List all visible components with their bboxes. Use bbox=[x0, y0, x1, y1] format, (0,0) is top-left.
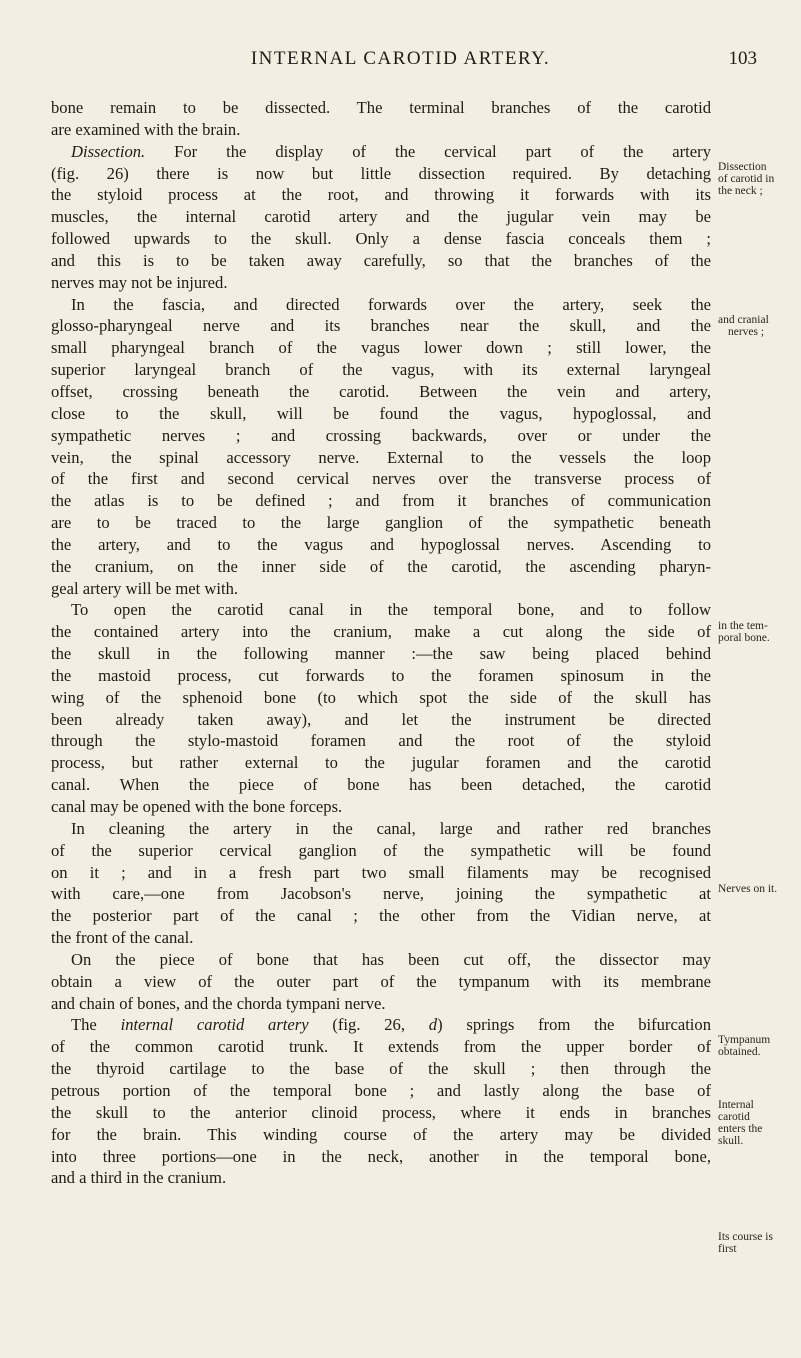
margin-note-internal-carotid bbox=[718, 1099, 798, 1147]
margin-line: in the tem- bbox=[718, 620, 768, 632]
text-line: vein, the spinal accessory nerve. External to the vessels the loop bbox=[51, 447, 711, 467]
paragraph-fascia bbox=[51, 294, 711, 600]
main-text bbox=[51, 97, 711, 1189]
lead-heading: Dissection. bbox=[71, 141, 146, 161]
text-line bbox=[51, 141, 711, 163]
margin-line: obtained. bbox=[718, 1046, 761, 1058]
text-line: small pharyngeal branch of the vagus lower down ; still lower, the bbox=[51, 338, 711, 358]
text-line: are examined with the brain. bbox=[51, 119, 241, 139]
text-line: superior laryngeal branch of the vagus, with its external laryngeal bbox=[51, 360, 711, 380]
text-line: are to be traced to the large ganglion of the sympathetic beneath bbox=[51, 513, 711, 533]
paragraph-carotid-canal bbox=[51, 599, 711, 817]
paragraph-dissection bbox=[51, 141, 711, 294]
text-line: of the superior cervical ganglion of the sympathetic will be found bbox=[51, 840, 711, 860]
text-run: (fig. 26, bbox=[308, 1015, 429, 1035]
margin-line: skull. bbox=[718, 1135, 744, 1147]
text-line: and a third in the cranium. bbox=[51, 1168, 227, 1188]
text-line: the cranium, on the inner side of the carotid, the ascending pharyn- bbox=[51, 556, 711, 576]
paragraph-cleaning bbox=[51, 818, 711, 949]
text-line: the styloid process at the root, and throwing it forwards with its bbox=[51, 185, 711, 205]
text-line: of the common carotid trunk. It extends from the upper border of bbox=[51, 1037, 711, 1057]
margin-line: and cranial bbox=[718, 314, 769, 326]
margin-note-tympanum bbox=[718, 1034, 798, 1058]
figure-letter: d bbox=[428, 1015, 438, 1035]
text-line: the thyroid cartilage to the base of the skull ; then through the bbox=[51, 1059, 711, 1079]
text-line: glosso-pharyngeal nerve and its branches near the skull, and the bbox=[51, 316, 711, 336]
page-number: 103 bbox=[728, 48, 757, 69]
text-line: offset, crossing beneath the carotid. Between the vein and artery, bbox=[51, 381, 711, 401]
margin-note-course bbox=[718, 1231, 798, 1255]
text-line: bone remain to be dissected. The terminal branches of the carotid bbox=[51, 98, 711, 117]
running-header bbox=[0, 48, 801, 74]
text-line: the artery, and to the vagus and hypoglossal nerves. Ascending to bbox=[51, 534, 711, 554]
text-line: In cleaning the artery in the canal, large and rather red branches bbox=[71, 818, 711, 838]
text-line: wing of the sphenoid bone (to which spot the side of the skull has bbox=[51, 687, 711, 707]
paragraph-internal-carotid bbox=[51, 1014, 711, 1189]
text-line: and chain of bones, and the chorda tympani nerve. bbox=[51, 993, 386, 1013]
text-line: muscles, the internal carotid artery and the jugular vein may be bbox=[51, 207, 711, 227]
text-line: obtain a view of the outer part of the tympanum with its membrane bbox=[51, 971, 711, 991]
text-line: the skull to the anterior clinoid process, where it ends in branches bbox=[51, 1102, 711, 1122]
margin-line: nerves ; bbox=[728, 326, 765, 338]
margin-line: first bbox=[718, 1243, 737, 1255]
margin-note-temporal-bone bbox=[718, 620, 798, 644]
margin-line: the neck ; bbox=[718, 185, 763, 197]
text-line: process, but rather external to the jugular foramen and the carotid bbox=[51, 753, 711, 773]
margin-note-dissection bbox=[718, 161, 798, 197]
text-line: of the first and second cervical nerves over the transverse process of bbox=[51, 469, 711, 489]
margin-line: poral bone. bbox=[718, 632, 770, 644]
text-line: (fig. 26) there is now but little dissection required. By detaching bbox=[51, 163, 711, 183]
margin-note-nerves-on-it bbox=[718, 883, 798, 895]
margin-line: carotid bbox=[718, 1111, 750, 1123]
text-line: the posterior part of the canal ; the other from the Vidian nerve, at bbox=[51, 906, 711, 926]
text-line bbox=[51, 1014, 711, 1036]
text-run: ) springs from the bifurcation bbox=[437, 1015, 712, 1035]
text-line: To open the carotid canal in the temporal bone, and to follow bbox=[71, 600, 711, 620]
text-line: canal may be opened with the bone forceps. bbox=[51, 797, 343, 816]
margin-line: of carotid in bbox=[718, 173, 775, 185]
text-line: petrous portion of the temporal bone ; and lastly along the base of bbox=[51, 1080, 711, 1100]
text-line: sympathetic nerves ; and crossing backwards, over or under the bbox=[51, 425, 711, 445]
text-line: for the brain. This winding course of the artery may be divided bbox=[51, 1124, 711, 1144]
paragraph-intro bbox=[51, 97, 711, 141]
text-line: the front of the canal. bbox=[51, 928, 194, 948]
running-title: INTERNAL CAROTID ARTERY. bbox=[250, 48, 551, 69]
text-line: On the piece of bone that has been cut off, the dissector may bbox=[71, 949, 711, 969]
text-line: nerves may not be injured. bbox=[51, 272, 228, 292]
margin-note-cranial-nerves bbox=[718, 314, 798, 338]
text-line: into three portions—one in the neck, another in the temporal bone, bbox=[51, 1146, 711, 1166]
text-line: the mastoid process, cut forwards to the foramen spinosum in the bbox=[51, 665, 711, 685]
text-line: the skull in the following manner :—the saw being placed behind bbox=[51, 644, 711, 664]
margin-line: Nerves on it. bbox=[718, 883, 778, 895]
text-line: followed upwards to the skull. Only a dense fascia conceals them ; bbox=[51, 229, 711, 249]
paragraph-tympanum bbox=[51, 949, 711, 1015]
text-run: The bbox=[71, 1015, 121, 1035]
margin-line: enters the bbox=[718, 1123, 763, 1135]
text-line: been already taken away), and let the instrument be directed bbox=[51, 709, 711, 729]
text-line: In the fascia, and directed forwards over the artery, seek the bbox=[71, 294, 711, 314]
margin-line: Dissection bbox=[718, 161, 767, 173]
lead-heading: internal carotid artery bbox=[120, 1015, 309, 1035]
text-line: geal artery will be met with. bbox=[51, 578, 239, 598]
text-line: close to the skull, will be found the vagus, hypoglossal, and bbox=[51, 403, 711, 423]
text-line: with care,—one from Jacobson's nerve, joining the sympathetic at bbox=[51, 884, 711, 904]
text-line: the contained artery into the cranium, make a cut along the side of bbox=[51, 622, 711, 642]
text-line: canal. When the piece of bone has been detached, the carotid bbox=[51, 775, 711, 795]
text-run: For the display of the cervical part of the artery bbox=[145, 141, 711, 161]
text-line: through the stylo-mastoid foramen and the root of the styloid bbox=[51, 731, 711, 751]
text-line: on it ; and in a fresh part two small filaments may be recognised bbox=[51, 862, 711, 882]
margin-line: Tympanum bbox=[718, 1034, 771, 1046]
margin-line: Its course is bbox=[718, 1231, 773, 1243]
text-line: the atlas is to be defined ; and from it branches of communication bbox=[51, 491, 711, 511]
margin-line: Internal bbox=[718, 1099, 754, 1111]
text-line: and this is to be taken away carefully, so that the branches of the bbox=[51, 250, 711, 270]
